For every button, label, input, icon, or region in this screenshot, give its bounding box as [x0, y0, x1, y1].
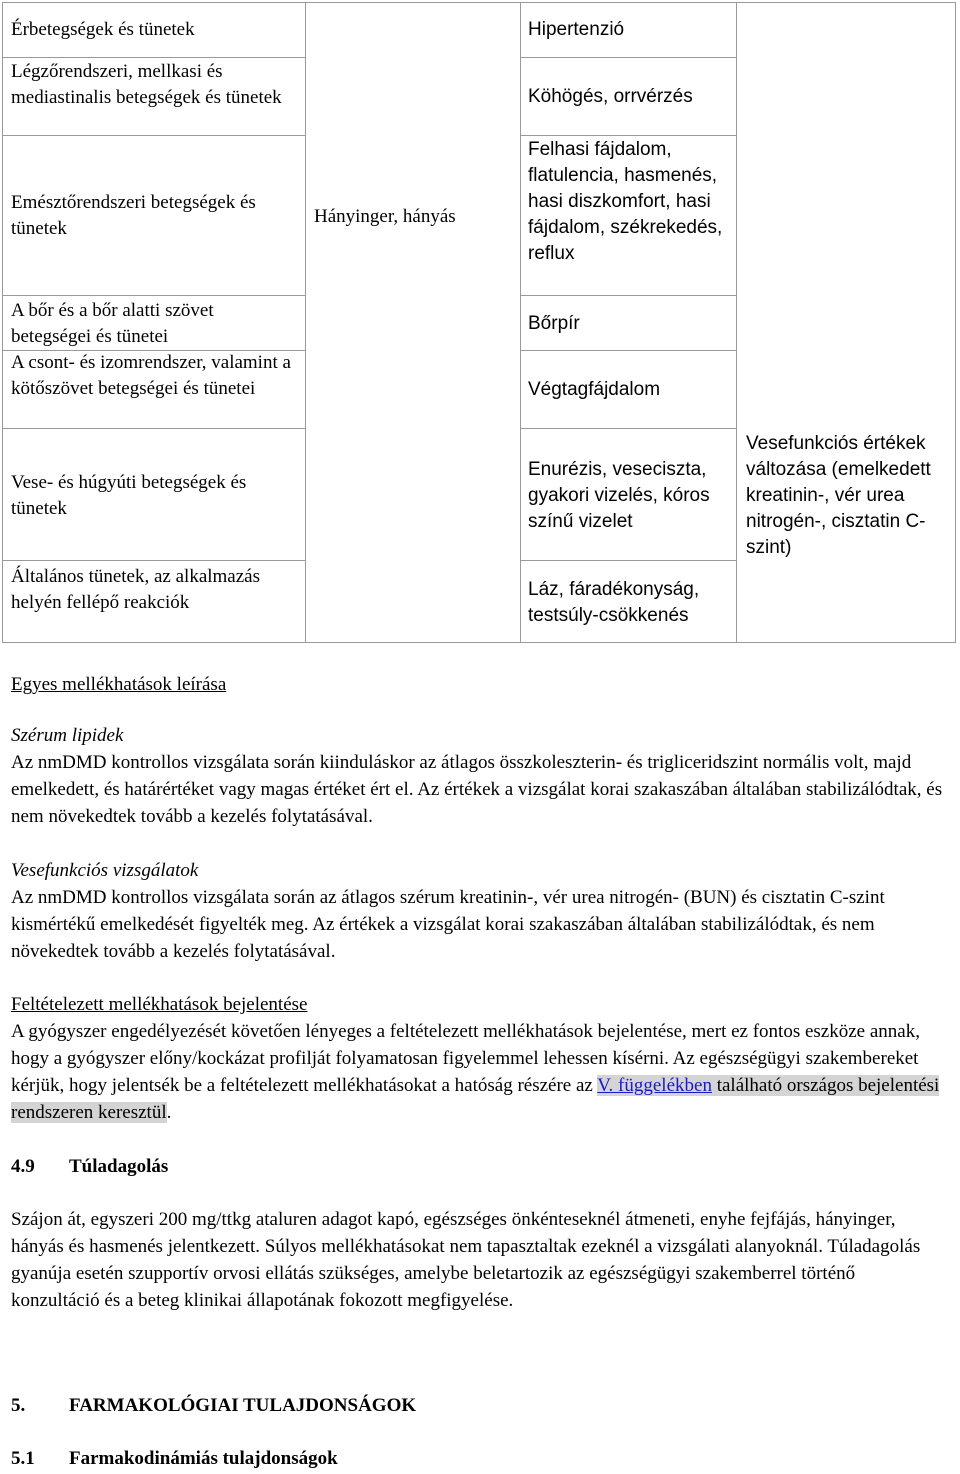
kidney-function-title: Vesefunkciós vizsgálatok [11, 860, 199, 881]
section-title: Egyes mellékhatások leírása [11, 674, 227, 695]
appendix-v-link[interactable]: V. függelékben [597, 1075, 712, 1096]
table-cell-frequent: Bőrpír [528, 313, 580, 334]
table-cell-organ: A bőr és a bőr alatti szövet betegségei és tünetei [11, 300, 214, 347]
table-cell-organ: A csont- és izomrendszer, valamint a kötőszövet betegségei és tünetei [11, 352, 291, 399]
kidney-function-text: Az nmDMD kontrollos vizsgálata során az átlagos szérum kreatinin-, vér urea nitrogén- (BUN) és cisztatin C-szint kismértékű emelkedését figyelték meg. Az értékek a vizsgálat korai szakaszában általában stabilizálódtak, és nem növekedtek tovább a kezelés folytatásával. [11, 887, 885, 962]
overdose-heading: 4.9 Túladagolás [11, 1156, 169, 1177]
pharmacological-properties-heading: 5. FARMAKOLÓGIAI TULAJDONSÁGOK [11, 1395, 417, 1416]
table-cell-unknown: Vesefunkciós értékek változása (emelkedett kreatinin-, vér urea nitrogén-, cisztatin C-szint) [746, 433, 931, 558]
table-cell-frequent: Enurézis, veseciszta, gyakori vizelés, kóros színű vizelet [528, 459, 710, 532]
reporting-system-text: található országos bejelentési rendszeren keresztül [11, 1075, 940, 1123]
table-cell-organ: Légzőrendszeri, mellkasi és mediastinalis betegségek és tünetek [11, 61, 282, 108]
reporting-title: Feltételezett mellékhatások bejelentése [11, 994, 308, 1015]
table-cell-frequent: Köhögés, orrvérzés [528, 86, 693, 107]
reporting-text: A gyógyszer engedélyezését követően lényeges a feltételezett mellékhatások bejelentése, mert ez fontos eszköze annak, hogy a gyógyszer előny/kockázat profilját folyamatosan figyelemmel lehessen kísérni. Az egészségügyi szakembereket kérjük, hogy jelentsék be a feltételezett mellékhatásokat a hatóság részére az V. függelékben található országos bejelentési rendszeren keresztül. [11, 1021, 940, 1123]
table-cell-frequent: Végtagfájdalom [528, 379, 661, 400]
adverse-reactions-table [0, 0, 960, 645]
table-cell-organ: Emésztőrendszeri betegségek és tünetek [11, 192, 256, 239]
serum-lipids-text: Az nmDMD kontrollos vizsgálata során kiinduláskor az átlagos összkoleszterin- és trigliceridszint normális volt, majd emelkedett, és határértéket vagy magas értéket ért el. Az értékek a vizsgálat korai szakaszában általában stabilizálódtak, és nem növekedtek tovább a kezelés folytatásával. [11, 752, 943, 827]
table-cell-frequent: Hipertenzió [528, 19, 625, 40]
table-cell-common: Hányinger, hányás [314, 206, 456, 227]
serum-lipids-title: Szérum lipidek [11, 725, 124, 746]
table-cell-frequent: Láz, fáradékonyság, testsúly-csökkenés [528, 579, 700, 626]
pharmacodynamic-properties-heading: 5.1 Farmakodinámiás tulajdonságok [11, 1448, 338, 1469]
table-cell-frequent: Felhasi fájdalom, flatulencia, hasmenés, hasi diszkomfort, hasi fájdalom, székrekedés, reflux [528, 139, 723, 264]
table-cell-organ: Vese- és húgyúti betegségek és tünetek [11, 472, 247, 519]
overdose-text: Szájon át, egyszeri 200 mg/ttkg ataluren adagot kapó, egészséges önkénteseknél átmeneti, enyhe fejfájás, hányinger, hányás és hasmenés jelentkezett. Súlyos mellékhatásokat nem tapasztaltak ezeknél a vizsgálati alanyoknál. Túladagolás gyanúja esetén szupportív orvosi ellátás szükséges, amelybe beletartozik az egészségügyi szakemberrel történő konzultáció és a beteg klinikai állapotának fokozott megfigyelése. [11, 1209, 921, 1311]
table-cell-organ: Általános tünetek, az alkalmazás helyén fellépő reakciók [11, 566, 261, 613]
table-cell-organ: Érbetegségek és tünetek [11, 19, 195, 40]
